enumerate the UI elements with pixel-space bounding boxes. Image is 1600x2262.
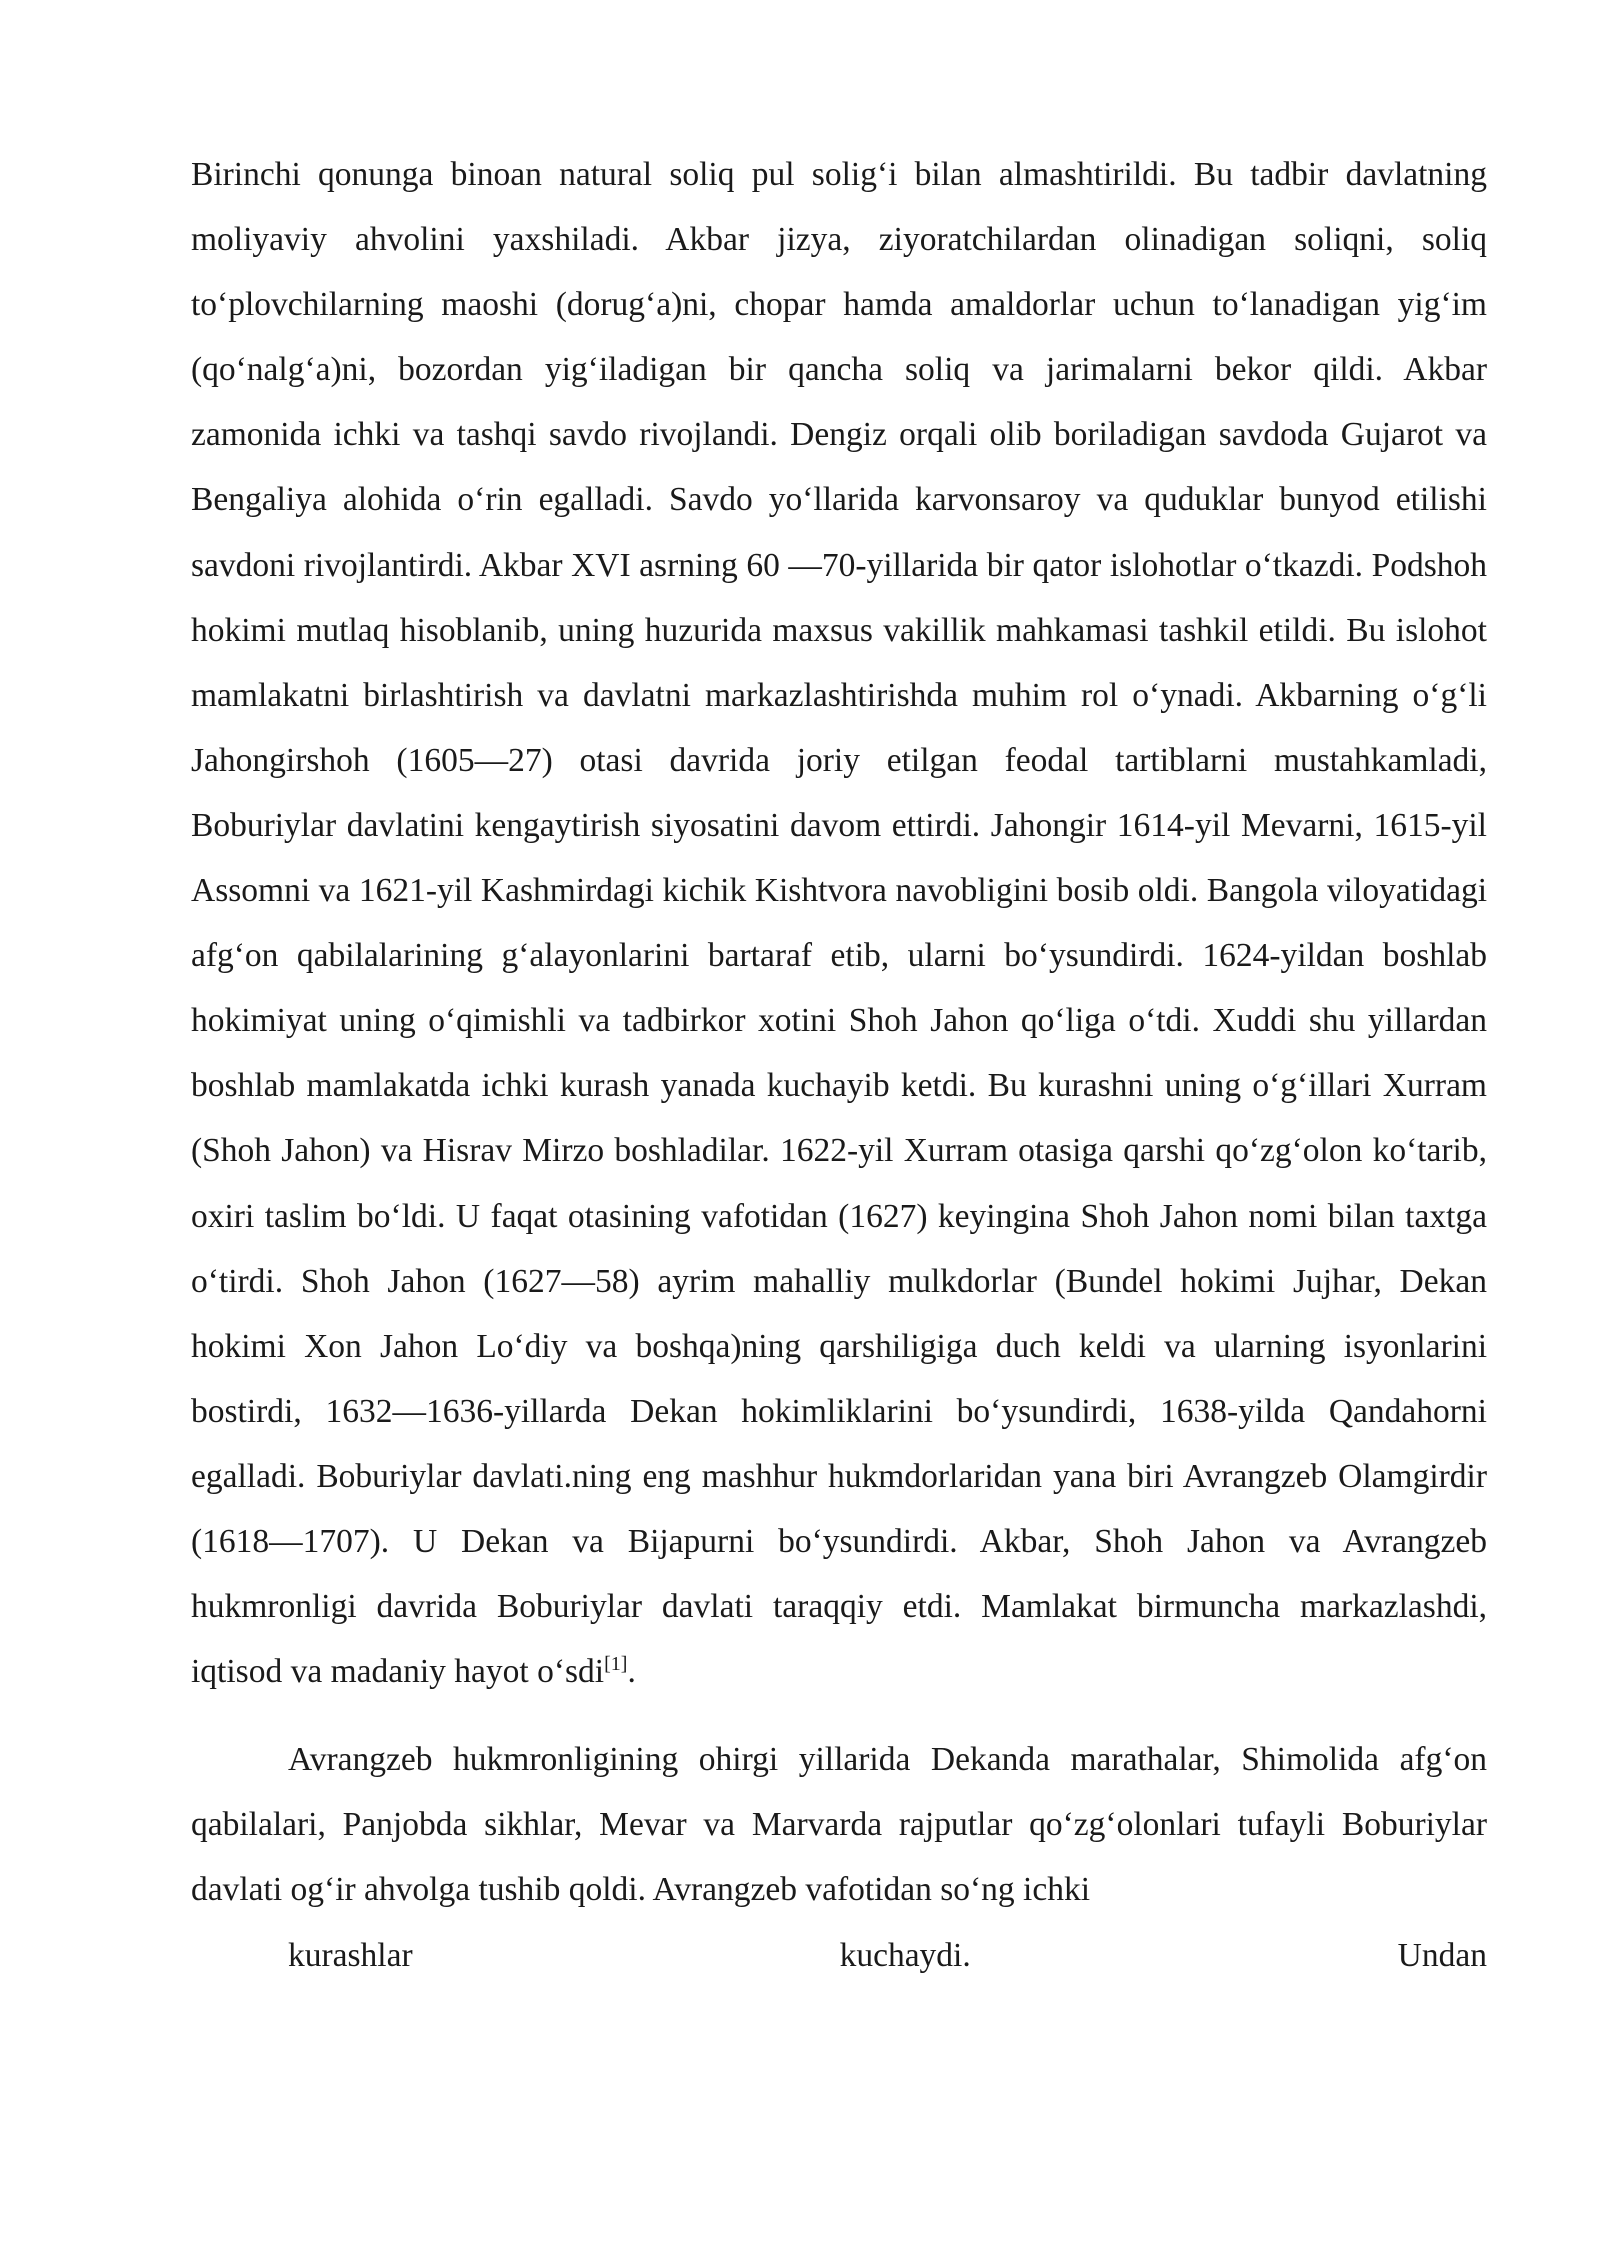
body-text	[191, 142, 1487, 1988]
paragraph	[191, 142, 1487, 1704]
paragraph-end: .	[627, 1653, 636, 1691]
paragraph-text: Avrangzeb hukmronligining ohirgi yillarida Dekanda marathalar, Shimolida afg‘on qabilalari, Panjobda sikhlar, Mevar va Marvarda rajputlar qo‘zg‘olonlari tufayli Boburiylar davlati og‘ir ahvolga tushib qoldi. Avrangzeb vafotidan so‘ng ichki	[191, 1741, 1487, 1909]
paragraph-text: Birinchi qonunga binoan natural soliq pul solig‘i bilan almashtirildi. Bu tadbir davlatning moliyaviy ahvolini yaxshiladi. Akbar jizya, ziyoratchilardan olinadigan soliqni, soliq to‘plovchilarning maoshi (dorug‘a)ni, chopar hamda amaldorlar uchun to‘lanadigan yig‘im (qo‘nalg‘a)ni, bozordan yig‘iladigan bir qancha soliq va jarimalarni bekor qildi. Akbar zamonida ichki va tashqi savdo rivojlandi. Dengiz orqali olib boriladigan savdoda Gujarot va Bengaliya alohida o‘rin egalladi. Savdo yo‘llarida karvonsaroy va quduklar bunyod etilishi savdoni rivojlantirdi. Akbar XVI asrning 60 —70-yillarida bir qator islohotlar o‘tkazdi. Podshoh hokimi mutlaq hisoblanib, uning huzurida maxsus vakillik mahkamasi tashkil etildi. Bu islohot mamlakatni birlashtirish va davlatni markazlashtirishda muhim rol o‘ynadi. Akbarning o‘g‘li Jahongirshoh (1605—27) otasi davrida joriy etilgan feodal tartiblarni mustahkamladi, Boburiylar davlatini kengaytirish siyosatini davom ettirdi. Jahongir 1614-yil Mevarni, 1615-yil Assomni va 1621-yil Kashmirdagi kichik Kishtvora navobligini bosib oldi. Bangola viloyatidagi afg‘on qabilalarining g‘alayonlarini bartaraf etib, ularni bo‘ysundirdi. 1624-yildan boshlab hokimiyat uning o‘qimishli va tadbirkor xotini Shoh Jahon qo‘liga o‘tdi. Xuddi shu yillardan boshlab mamlakatda ichki kurash yanada kuchayib ketdi. Bu kurashni uning o‘g‘illari Xurram (Shoh Jahon) va Hisrav Mirzo boshladilar. 1622-yil Xurram otasiga qarshi qo‘zg‘olon ko‘tarib, oxiri taslim bo‘ldi. U faqat otasining vafotidan (1627) keyingina Shoh Jahon nomi bilan taxtga o‘tirdi. Shoh Jahon (1627—58) ayrim mahalliy mulkdorlar (Bundel hokimi Jujhar, Dekan hokimi Xon Jahon Lo‘diy va boshqa)ning qarshiligiga duch keldi va ularning isyonlarini bostirdi, 1632—1636-yillarda Dekan hokimliklarini bo‘ysundirdi, 1638-yilda Qandahorni egalladi. Boburiylar davlati.ning eng mashhur hukmdorlaridan yana biri Avrangzeb Olamgirdir (1618—1707). U Dekan va Bijapurni bo‘ysundirdi. Akbar, Shoh Jahon va Avrangzeb hukmronligi davrida Boburiylar davlati taraqqiy etdi. Mamlakat birmuncha markazlashdi, iqtisod va madaniy hayot o‘sdi	[191, 156, 1487, 1691]
paragraph-last-line: kurashlar kuchaydi. Undan	[288, 1936, 1487, 1974]
footnote-reference[interactable]: [1]	[604, 1653, 628, 1675]
paragraph	[191, 1727, 1487, 1987]
